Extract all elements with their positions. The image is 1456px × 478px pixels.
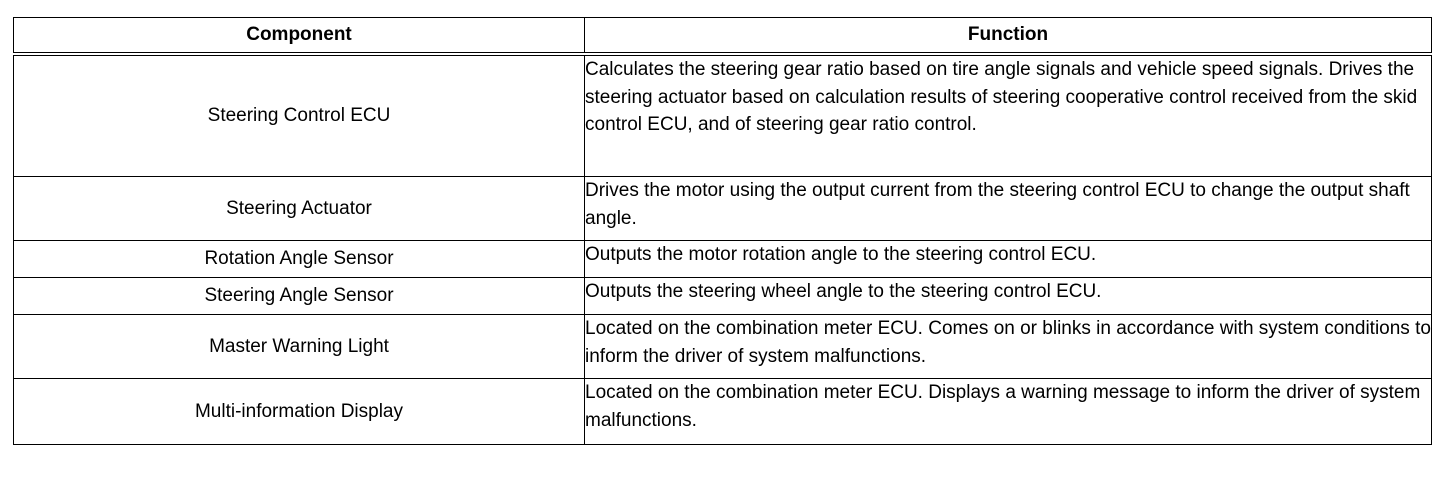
function-cell: Located on the combination meter ECU. Comes on or blinks in accordance with system conditions to inform the driver of system malfunctions.: [585, 315, 1432, 379]
component-cell: Steering Actuator: [14, 177, 585, 241]
table-row: [14, 241, 1432, 278]
table-row: [14, 54, 1432, 177]
table-row: [14, 379, 1432, 445]
function-cell: Calculates the steering gear ratio based on tire angle signals and vehicle speed signals. Drives the steering actuator based on calculation results of steering cooperative control received from the skid control ECU, and of steering gear ratio control.: [585, 54, 1432, 177]
table-row: [14, 278, 1432, 315]
table-row: [14, 177, 1432, 241]
component-cell: Multi-information Display: [14, 379, 585, 445]
function-column-header: Function: [585, 18, 1432, 55]
function-cell: Drives the motor using the output current from the steering control ECU to change the output shaft angle.: [585, 177, 1432, 241]
component-function-table: [13, 17, 1432, 445]
function-cell: Outputs the steering wheel angle to the steering control ECU.: [585, 278, 1432, 315]
table-header-row: [14, 18, 1432, 55]
component-cell: Rotation Angle Sensor: [14, 241, 585, 278]
component-column-header: Component: [14, 18, 585, 55]
component-cell: Steering Control ECU: [14, 54, 585, 177]
function-cell: Outputs the motor rotation angle to the steering control ECU.: [585, 241, 1432, 278]
component-cell: Steering Angle Sensor: [14, 278, 585, 315]
component-cell: Master Warning Light: [14, 315, 585, 379]
function-cell: Located on the combination meter ECU. Displays a warning message to inform the driver of system malfunctions.: [585, 379, 1432, 445]
table-row: [14, 315, 1432, 379]
